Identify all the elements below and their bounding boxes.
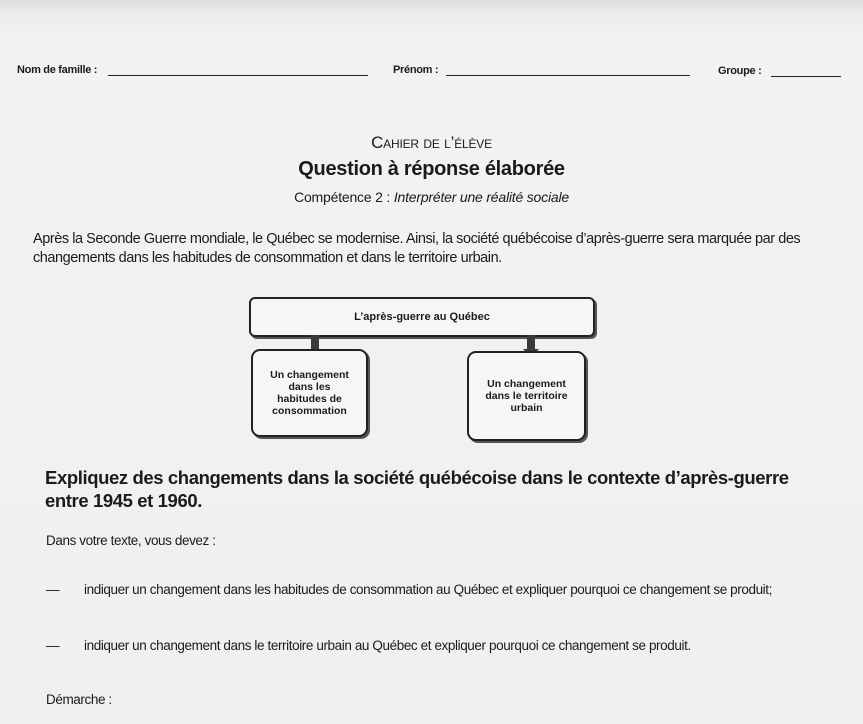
groupe-label: Groupe : — [718, 65, 762, 77]
arrow-down-icon — [311, 335, 319, 349]
nom-label: Nom de famille : — [17, 64, 98, 76]
diagram-right-box — [467, 351, 586, 441]
groupe-field[interactable] — [771, 76, 841, 77]
arrow-down-icon — [527, 335, 535, 349]
nom-field[interactable] — [108, 75, 368, 76]
competence — [0, 189, 863, 205]
instruction-text: indiquer un changement dans le territoire urbain au Québec et expliquer pourquoi ce changement se produit. — [84, 638, 691, 653]
instruction-text: indiquer un changement dans les habitudes de consommation au Québec et expliquer pourquoi ce changement se produit; — [84, 582, 772, 597]
dash-bullet: — — [46, 638, 60, 653]
dash-bullet: — — [46, 582, 60, 597]
demarche-label: Démarche : — [46, 692, 112, 707]
instructions-lead: Dans votre texte, vous devez : — [46, 533, 216, 548]
cahier-title — [0, 133, 863, 153]
prenom-field[interactable] — [446, 75, 690, 76]
competence-label: Compétence 2 : — [294, 189, 391, 205]
competence-text: Interpréter une réalité sociale — [393, 189, 569, 205]
diagram-top-box — [249, 297, 595, 337]
diagram-top-text: L’après-guerre au Québec — [354, 311, 490, 323]
diagram-left-text: Un changement dans les habitudes de consommation — [270, 369, 349, 417]
diagram-right-text: Un changement dans le territoire urbain — [485, 378, 568, 414]
cahier-text: Cahier de l’élève — [371, 133, 492, 152]
question-text: Expliquez des changements dans la société québécoise dans le contexte d’après-guerre entre 1945 et 1960. — [45, 467, 789, 511]
page-title: Question à réponse élaborée — [298, 158, 565, 180]
intro-paragraph: Après la Seconde Guerre mondiale, le Québec se modernise. Ainsi, la société québécoise d’après-guerre sera marquée par des changements dans les habitudes de consommation et dans le territoire urbain. — [33, 231, 801, 266]
diagram-left-box — [251, 349, 368, 437]
prenom-label: Prénom : — [393, 64, 439, 76]
